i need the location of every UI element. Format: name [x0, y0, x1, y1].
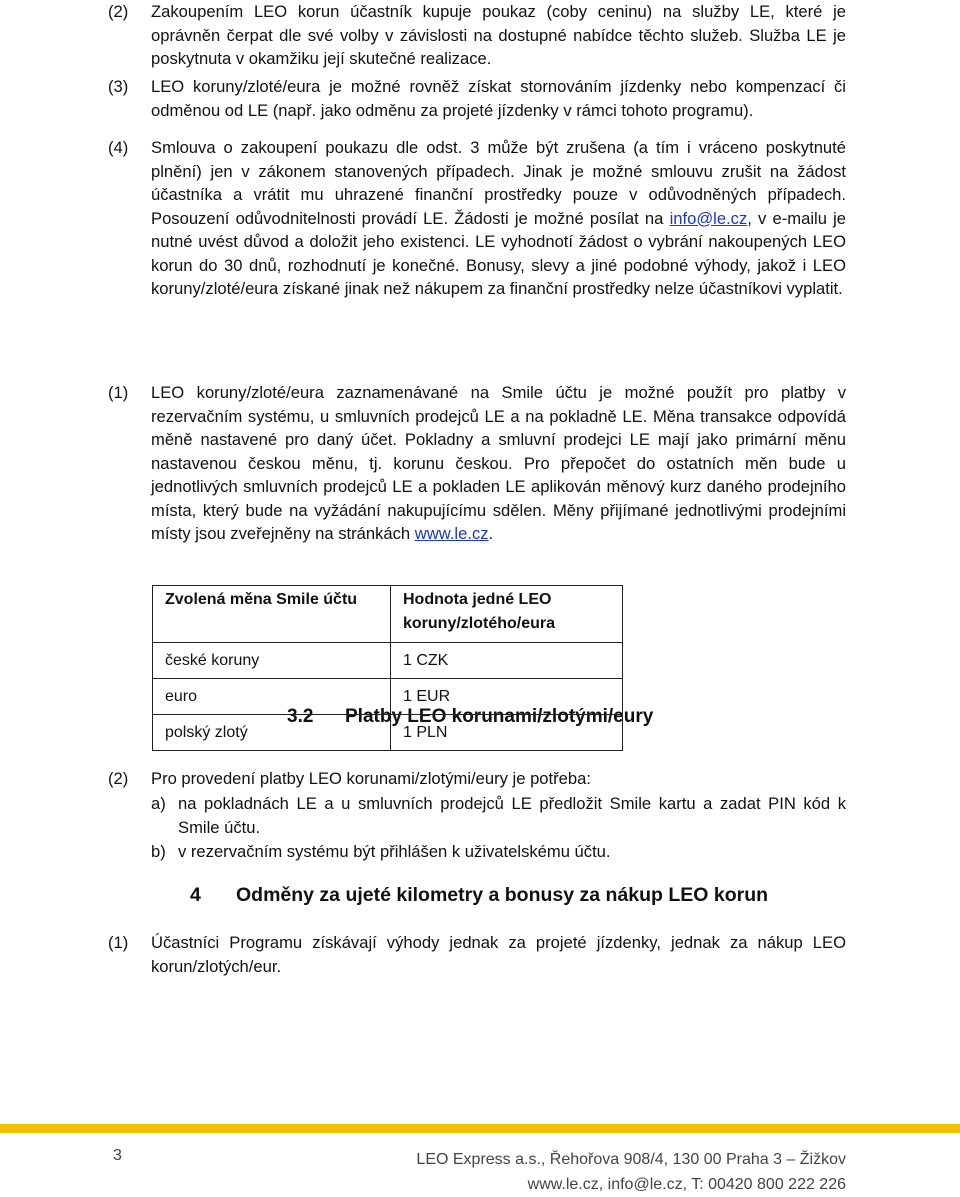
- paragraph-number: (1): [108, 933, 129, 952]
- table-cell: 1 CZK: [391, 643, 623, 679]
- email-link[interactable]: info@le.cz: [669, 208, 748, 228]
- section-title: Odměny za ujeté kilometry a bonusy za nákup LEO korun: [236, 884, 769, 906]
- paragraph-text-part: Smlouva o zakoupení poukazu dle odst. 3 může být zrušena (a tím i vráceno poskytnuté plnění) jen v zákonem stanovených případech. Jinak je možné smlouvu zrušit na žádost účastníka a vrátit mu uhrazené finanční prostředky pouze v odůvodněných případech. Posouzení odůvodnitelnosti provádí LE. Žádosti je možné posílat na: [151, 138, 846, 228]
- paragraph-text: Pro provedení platby LEO korunami/zlotými/eury je potřeba:: [151, 769, 591, 788]
- table-header-cell: Hodnota jedné LEO koruny/zlotého/eura: [391, 586, 623, 643]
- page-number: 3: [113, 1147, 122, 1164]
- paragraph-number: (2): [108, 2, 129, 21]
- list-item-letter: b): [151, 842, 166, 861]
- footer-address: LEO Express a.s., Řehořova 908/4, 130 00 Praha 3 – Žižkov: [416, 1151, 846, 1168]
- table-row: [153, 715, 623, 751]
- table-header-row: [153, 586, 623, 643]
- section-number: 3.2: [287, 706, 314, 727]
- paragraph-text-part: .: [488, 524, 494, 543]
- table-cell: polský zlotý: [153, 715, 391, 751]
- table-cell: 1 PLN: [391, 715, 623, 751]
- paragraph-number: (3): [108, 77, 129, 96]
- section-heading-4: [190, 884, 768, 907]
- list-item-text: v rezervačním systému být přihlášen k uživatelskému účtu.: [178, 842, 611, 861]
- paragraph-text-part: , v e-mailu je nutné uvést důvod a doložit jeho existenci. LE vyhodnotí žádost o vybrání nakoupených LEO korun do 30 dnů, rozhodnutí je konečné. Bonusy, slevy a jiné podobné výhody, jakož i LEO koruny/zloté/eura získané jinak než nákupem za finanční prostředky nelze účastníkovi vyplatit.: [151, 208, 847, 298]
- footer-contact: www.le.cz, info@le.cz, T: 00420 800 222 226: [527, 1176, 846, 1193]
- table-cell: euro: [153, 679, 391, 715]
- paragraph-text: [151, 381, 846, 546]
- table-cell: 1 EUR: [391, 679, 623, 715]
- list-item-text: na pokladnách LE a u smluvních prodejců LE předložit Smile kartu a zadat PIN kód k Smile účtu.: [178, 794, 846, 837]
- paragraph-text-part: LEO koruny/zloté/eura zaznamenávané na Smile účtu je možné použít pro platby v rezervačním systému, u smluvních prodejců LE a na pokladně LE. Měna transakce odpovídá měně nastavené pro daný účet. Pokladny a smluvní prodejci LE mají jako primární měnu nastavenou českou měnu, tj. korunu českou. Pro přepočet do ostatních měn bude u jednotlivých smluvních prodejců LE a pokladen LE aplikován měnový kurz daného prodejního místa, který bude na vyžádání nakupujícímu sdělen. Měny přijímané jednotlivými prodejními místy jsou zveřejněny na stránkách: [151, 383, 846, 543]
- paragraph-text: [151, 136, 846, 301]
- paragraph-text: LEO koruny/zloté/eura je možné rovněž získat stornováním jízdenky nebo kompenzací či odměnou od LE (např. jako odměnu za projeté jízdenky v rámci tohoto programu).: [151, 77, 846, 120]
- paragraph-number: (4): [108, 138, 129, 157]
- paragraph-text: Zakoupením LEO korun účastník kupuje poukaz (coby ceninu) na služby LE, které je oprávněn čerpat dle své volby v závislosti na dostupné nabídce těchto služeb. Služba LE je poskytnuta v okamžiku její skutečné realizace.: [151, 2, 846, 68]
- section-title: Platby LEO korunami/zlotými/eury: [345, 706, 654, 727]
- footer-accent-line: [0, 1124, 960, 1133]
- table-cell: české koruny: [153, 643, 391, 679]
- currency-rates-table: [152, 585, 623, 751]
- paragraph-text: Účastníci Programu získávají výhody jednak za projeté jízdenky, jednak za nákup LEO korun/zlotých/eur.: [151, 933, 846, 976]
- paragraph-number: (2): [108, 769, 129, 788]
- table-row: [153, 643, 623, 679]
- table-header-cell: Zvolená měna Smile účtu: [153, 586, 391, 643]
- website-link[interactable]: www.le.cz: [414, 524, 489, 543]
- table-row: [153, 679, 623, 715]
- list-item-letter: a): [151, 794, 166, 813]
- section-number: 4: [190, 884, 201, 906]
- footer-company-info: [416, 1147, 846, 1197]
- paragraph-number: (1): [108, 383, 129, 402]
